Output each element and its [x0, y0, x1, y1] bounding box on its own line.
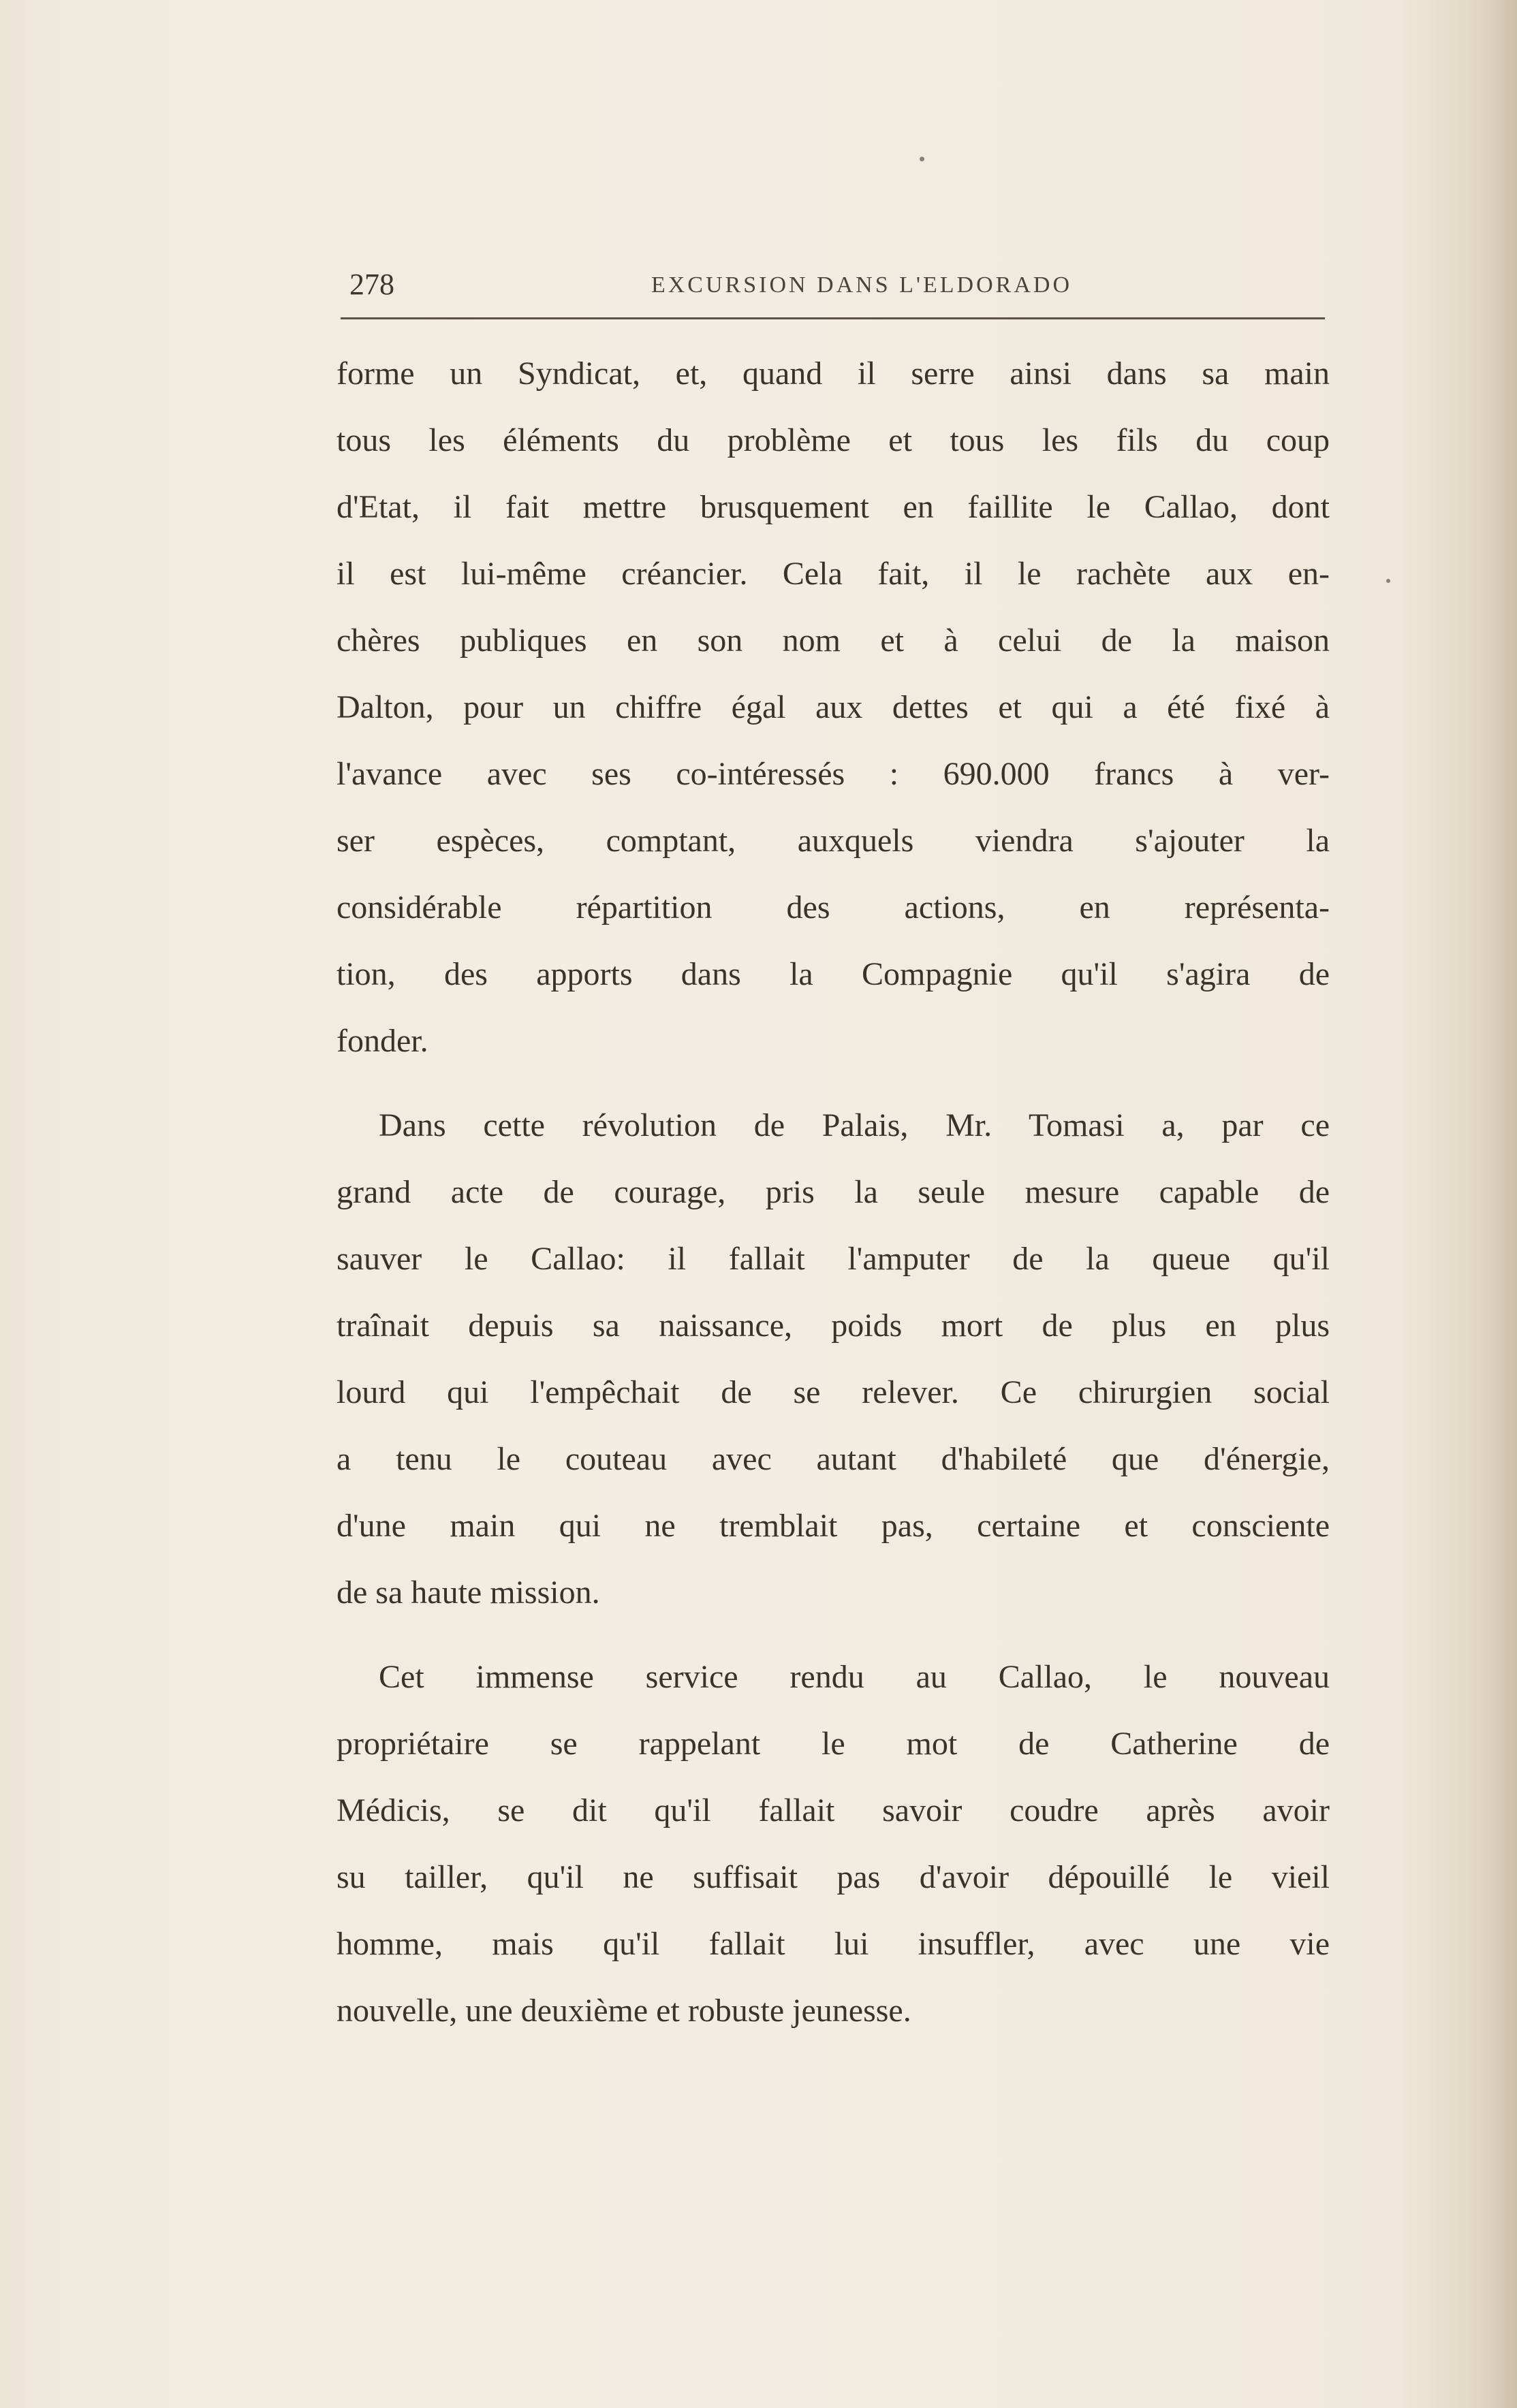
- text-line: tion, des apports dans la Compagnie qu'il s'agira de: [337, 956, 1330, 992]
- text-line: Dalton, pour un chiffre égal aux dettes et qui a été fixé à: [337, 689, 1330, 725]
- text-line: a tenu le couteau avec autant d'habileté que d'énergie,: [337, 1441, 1330, 1477]
- paper-speck: [1386, 579, 1390, 583]
- text-line: l'avance avec ses co-intéressés : 690.000 francs à ver-: [337, 756, 1330, 792]
- text-line: d'Etat, il fait mettre brusquement en faillite le Callao, dont: [337, 489, 1330, 525]
- text-line: su tailler, qu'il ne suffisait pas d'avoir dépouillé le vieil: [337, 1859, 1330, 1895]
- paragraph: [337, 340, 1330, 1075]
- text-line: nouvelle, une deuxième et robuste jeunesse.: [337, 1993, 911, 2029]
- text-line: homme, mais qu'il fallait lui insuffler, avec une vie: [337, 1926, 1330, 1962]
- body-text: [337, 340, 1330, 2044]
- text-line: fonder.: [337, 1023, 428, 1059]
- running-head: [344, 263, 1325, 306]
- text-line: traînait depuis sa naissance, poids mort de plus en plus: [337, 1308, 1330, 1344]
- text-line: chères publiques en son nom et à celui de la maison: [337, 622, 1330, 659]
- page-edge-shadow: [1490, 0, 1517, 2408]
- text-line: Médicis, se dit qu'il fallait savoir coudre après avoir: [337, 1792, 1330, 1828]
- text-line: forme un Syndicat, et, quand il serre ainsi dans sa main: [337, 355, 1330, 392]
- text-line: sauver le Callao: il fallait l'amputer de la queue qu'il: [337, 1241, 1330, 1277]
- text-line: grand acte de courage, pris la seule mesure capable de: [337, 1174, 1330, 1210]
- text-line: il est lui-même créancier. Cela fait, il le rachète aux en-: [337, 556, 1330, 592]
- text-line: d'une main qui ne tremblait pas, certaine et consciente: [337, 1508, 1330, 1544]
- paragraph: [337, 1644, 1330, 2044]
- text-line: propriétaire se rappelant le mot de Catherine de: [337, 1726, 1330, 1762]
- text-line: tous les éléments du problème et tous les fils du coup: [337, 422, 1330, 458]
- text-line: Cet immense service rendu au Callao, le nouveau: [379, 1659, 1330, 1695]
- header-rule: [341, 317, 1325, 319]
- text-line: lourd qui l'empêchait de se relever. Ce chirurgien social: [337, 1374, 1330, 1410]
- paragraph-gap: [337, 1075, 1330, 1092]
- text-line: de sa haute mission.: [337, 1574, 600, 1611]
- paragraph-gap: [337, 1626, 1330, 1644]
- text-line: considérable répartition des actions, en représenta-: [337, 889, 1330, 925]
- text-line: ser espèces, comptant, auxquels viendra s'ajouter la: [337, 823, 1330, 859]
- text-line: Dans cette révolution de Palais, Mr. Tomasi a, par ce: [379, 1107, 1330, 1143]
- running-title: EXCURSION DANS L'ELDORADO: [651, 272, 1073, 298]
- paragraph: [337, 1092, 1330, 1626]
- paper-speck: [920, 157, 924, 161]
- page-number: 278: [349, 268, 394, 301]
